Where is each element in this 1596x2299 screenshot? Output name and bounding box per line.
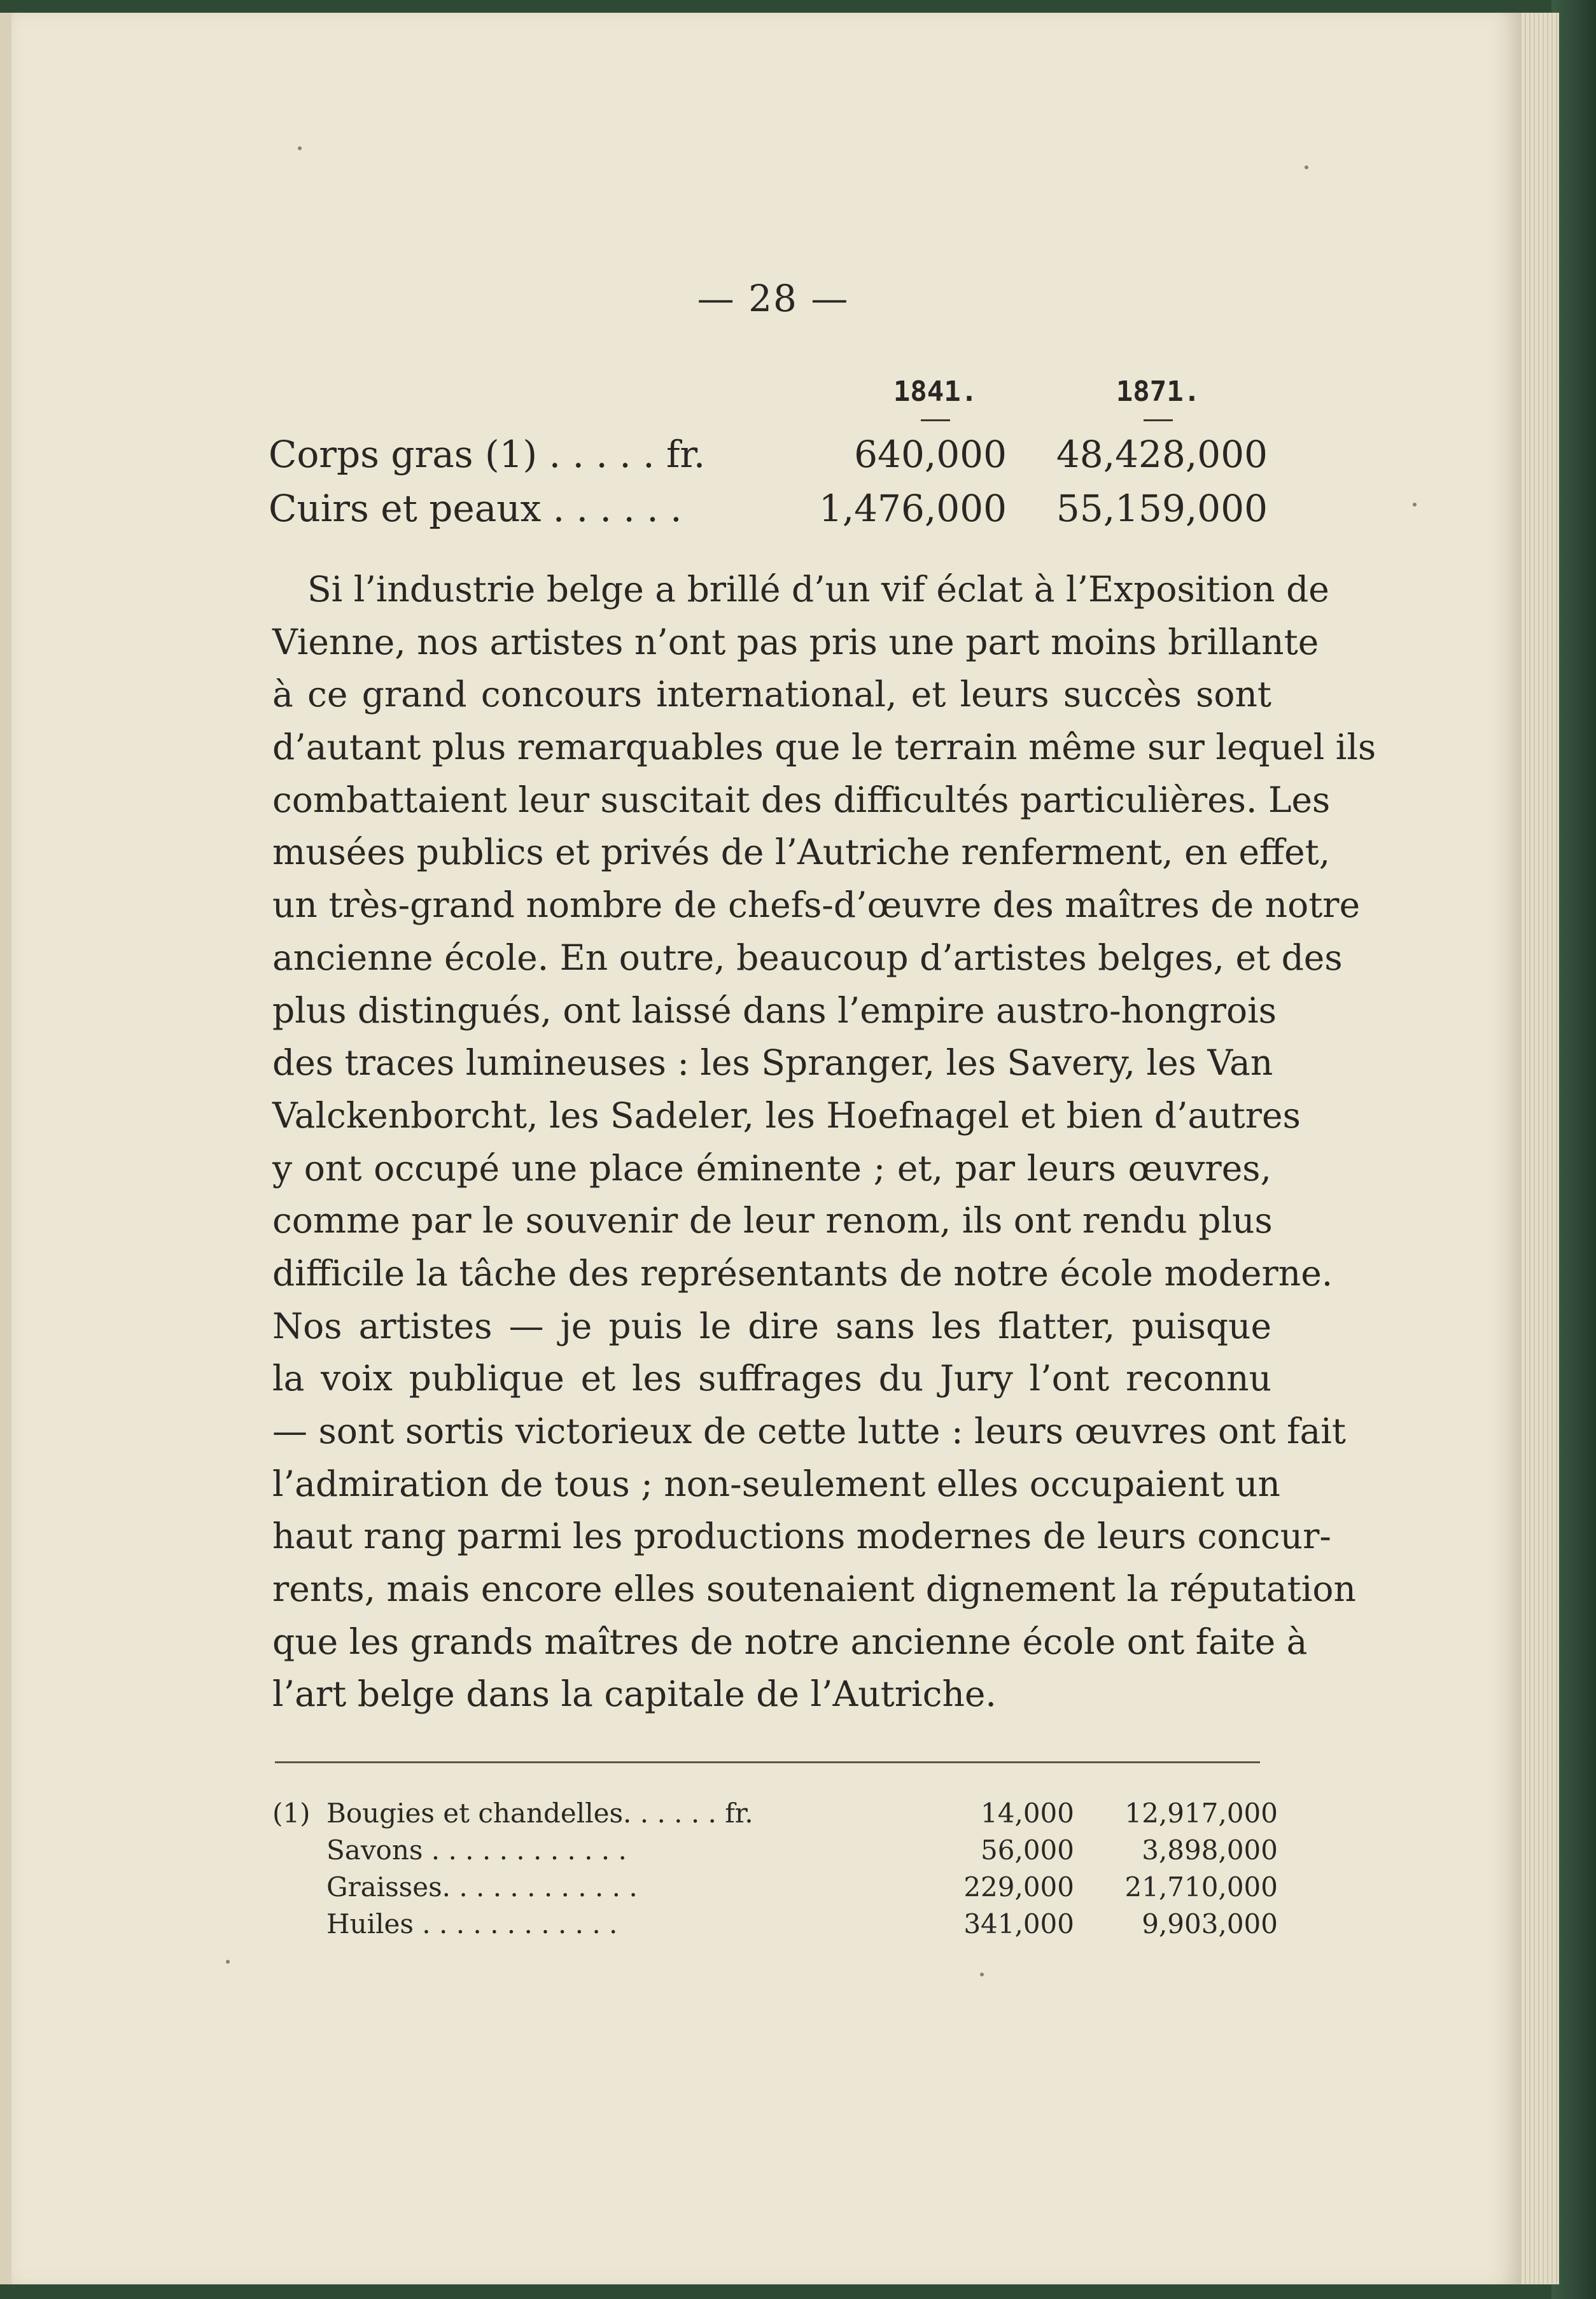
footnote-value-1871: 21,710,000	[1124, 1871, 1278, 1903]
text-line: à ce grand concours international, et leurs succès sont	[272, 674, 1271, 715]
text-line: difficile la tâche des représentants de notre école moderne.	[272, 1252, 1333, 1294]
text-line: comme par le souvenir de leur renom, ils ont rendu plus	[272, 1200, 1273, 1241]
footnote-label: Huiles . . . . . . . . . . . .	[326, 1908, 618, 1939]
text-line: plus distingués, ont laissé dans l’empire austro-hongrois	[272, 989, 1277, 1031]
footnote-value-1871: 3,898,000	[1142, 1834, 1278, 1866]
footnote-row	[272, 1871, 1278, 1908]
paper-speck	[980, 1973, 984, 1976]
book-page	[0, 13, 1521, 2284]
value-1871: 55,159,000	[1056, 487, 1268, 530]
footnote-marker: (1)	[272, 1798, 311, 1829]
year-underline	[921, 419, 950, 421]
footnote-row	[272, 1834, 1278, 1871]
text-line: Vienne, nos artistes n’ont pas pris une part moins brillante	[272, 621, 1319, 662]
text-line: y ont occupé une place éminente ; et, par leurs œuvres,	[272, 1147, 1271, 1189]
footnote-row	[272, 1908, 1278, 1945]
body-paragraph	[272, 563, 1376, 1721]
page-number: — 28 —	[697, 277, 850, 320]
text-line: la voix publique et les suffrages du Jury l’ont reconnu	[272, 1358, 1271, 1399]
row-label: Cuirs et peaux . . . . . .	[269, 487, 682, 530]
table-row	[269, 487, 1268, 538]
paper-speck	[226, 1960, 230, 1964]
text-line: Si l’industrie belge a brillé d’un vif éclat à l’Exposition de	[307, 569, 1329, 610]
value-1841: 1,476,000	[818, 487, 1007, 530]
year-underline	[1144, 419, 1173, 421]
page-gutter	[0, 13, 11, 2284]
text-line: ancienne école. En outre, beaucoup d’artistes belges, et des	[272, 937, 1343, 978]
text-line: des traces lumineuses : les Spranger, les Savery, les Van	[272, 1042, 1273, 1084]
footnote-value-1871: 12,917,000	[1124, 1798, 1278, 1829]
text-line: Nos artistes — je puis le dire sans les flatter, puisque	[272, 1305, 1271, 1346]
year-label: 1841.	[893, 375, 978, 408]
footnote-label: Savons . . . . . . . . . . . .	[326, 1834, 627, 1866]
text-line: haut rang parmi les productions modernes de leurs concur-	[272, 1516, 1331, 1557]
paper-speck	[298, 146, 302, 150]
footnote-value-1841: 229,000	[963, 1871, 1074, 1903]
paper-speck	[1413, 503, 1417, 507]
footnote-row	[272, 1798, 1278, 1834]
year-header-1841	[885, 375, 986, 421]
paper-speck	[1305, 165, 1308, 169]
text-line: Valckenborcht, les Sadeler, les Hoefnagel et bien d’autres	[272, 1094, 1301, 1136]
text-line: l’admiration de tous ; non-seulement elles occupaient un	[272, 1463, 1280, 1504]
value-1841: 640,000	[854, 433, 1007, 476]
text-line: — sont sortis victorieux de cette lutte : leurs œuvres ont fait	[272, 1411, 1346, 1451]
row-label: Corps gras (1) . . . . . fr.	[269, 433, 706, 476]
footnote-label: Bougies et chandelles. . . . . . fr.	[326, 1798, 753, 1829]
text-line: combattaient leur suscitait des difficultés particulières. Les	[272, 779, 1331, 820]
text-line: rents, mais encore elles soutenaient dignement la réputation	[272, 1569, 1356, 1610]
year-label: 1871.	[1116, 375, 1201, 408]
footnote-value-1841: 56,000	[981, 1834, 1074, 1866]
footnote-block	[272, 1798, 1278, 1945]
footnote-value-1841: 341,000	[963, 1908, 1074, 1939]
text-line: un très-grand nombre de chefs-d’œuvre des maîtres de notre	[272, 884, 1361, 926]
footnote-label: Graisses. . . . . . . . . . . .	[326, 1871, 638, 1903]
footnote-value-1871: 9,903,000	[1142, 1908, 1278, 1939]
value-1871: 48,428,000	[1056, 433, 1268, 476]
year-header-1871	[1107, 375, 1209, 421]
text-line: musées publics et privés de l’Autriche renferment, en effet,	[272, 832, 1331, 873]
text-line: l’art belge dans la capitale de l’Autriche.	[272, 1674, 997, 1715]
table-row	[269, 433, 1268, 484]
footnote-divider	[275, 1761, 1260, 1763]
footnote-value-1841: 14,000	[981, 1798, 1074, 1829]
text-line: d’autant plus remarquables que le terrain même sur lequel ils	[272, 727, 1376, 768]
text-line: que les grands maîtres de notre ancienne école ont faite à	[272, 1621, 1308, 1662]
